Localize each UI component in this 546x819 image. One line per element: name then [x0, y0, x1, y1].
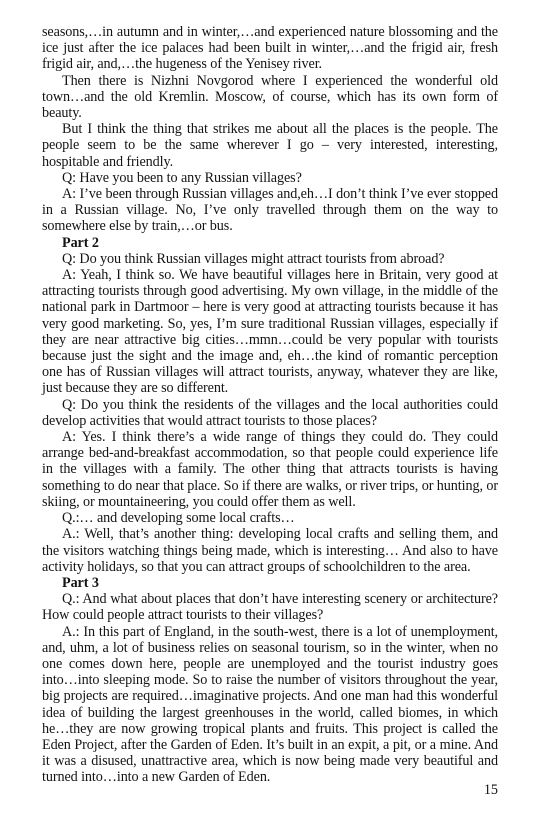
answer-develop-activities: A: Yes. I think there’s a wide range of things they could do. They could arrange bed-and-breakfast accommodation, so that people could experience life in the villages with a family. The other thing that attracts tourists is having something to do near that place. So if there are walks, or river trips, or hunting, or skiing, or mountaineering, you could offer them as well.: [42, 429, 498, 510]
page-number: 15: [483, 782, 498, 798]
paragraph-people: But I think the thing that strikes me about all the places is the people. The people seem to be the same wherever I go – very interested, interesting, hospitable and friendly.: [42, 121, 498, 170]
question-no-scenery: Q.: And what about places that don’t have interesting scenery or architecture? How could people attract tourists to their villages?: [42, 591, 498, 624]
paragraph-nizhni-novgorod: Then there is Nizhni Novgorod where I experienced the wonderful old town…and the old Kremlin. Moscow, of course, which has its own form of beauty.: [42, 72, 498, 122]
question-local-crafts: Q.:… and developing some local crafts…: [62, 510, 295, 527]
page-text: [42, 24, 498, 786]
question-russian-villages: Q: Have you been to any Russian villages?: [62, 169, 302, 186]
part-2-heading: Part 2: [62, 234, 99, 251]
question-attract-tourists: Q: Do you think Russian villages might attract tourists from abroad?: [62, 250, 445, 267]
answer-attract-tourists: A: Yeah, I think so. We have beautiful villages here in Britain, very good at attracting tourists through good advertising. My own village, in the middle of the national park in Dartmoor – here is very good at attracting tourists because it has very good marketing. So, yes, I’m sure traditional Russian villages, especially if they are near attractive big cities…mmn…could be very popular with tourists because just the sight and the image and, eh…the kind of romantic perception one has of Russian villages will attract tourists, anyway, whatever they are like, just because they are so different.: [42, 267, 498, 397]
question-develop-activities: Q: Do you think the residents of the villages and the local authorities could develop activities that would attract tourists to those places?: [42, 396, 498, 429]
answer-local-crafts: A.: Well, that’s another thing: developing local crafts and selling them, and the visitors watching things being made, which is interesting… And also to have activity holidays, so that you can attract groups of schoolchildren to the area.: [42, 526, 498, 575]
answer-russian-villages: A: I’ve been through Russian villages and,eh…I don’t think I’ve ever stopped in a Russian village. No, I’ve only travelled through them on the way to somewhere else by train,…or bus.: [42, 186, 498, 235]
part-3-heading: Part 3: [62, 574, 99, 591]
answer-eden-project: A.: In this part of England, in the south-west, there is a lot of unemployment, and, uhm, a lot of business relies on seasonal tourism, so in the winter, when no one comes down here, people are unemployed and the tourist industry goes into…into sleeping mode. So to raise the number of visitors throughout the year, big projects are required…imaginative projects. And one man had this wonderful idea of building the largest greenhouses in the world, called biomes, in which he…they are now growing tropical plants and fruits. This project is called the Eden Project, after the Garden of Eden. It’s built in an expit, a pit, or a mine. And it was a disused, unattractive area, which is now being made very beautiful and turned into…into a new Garden of Eden.: [42, 623, 498, 786]
paragraph-continuation: seasons,…in autumn and in winter,…and experienced nature blossoming and the ice just after the ice palaces had been built in winter,…and the frigid air, fresh frigid air, and,…the hugeness of the Yenisey river.: [42, 24, 498, 73]
